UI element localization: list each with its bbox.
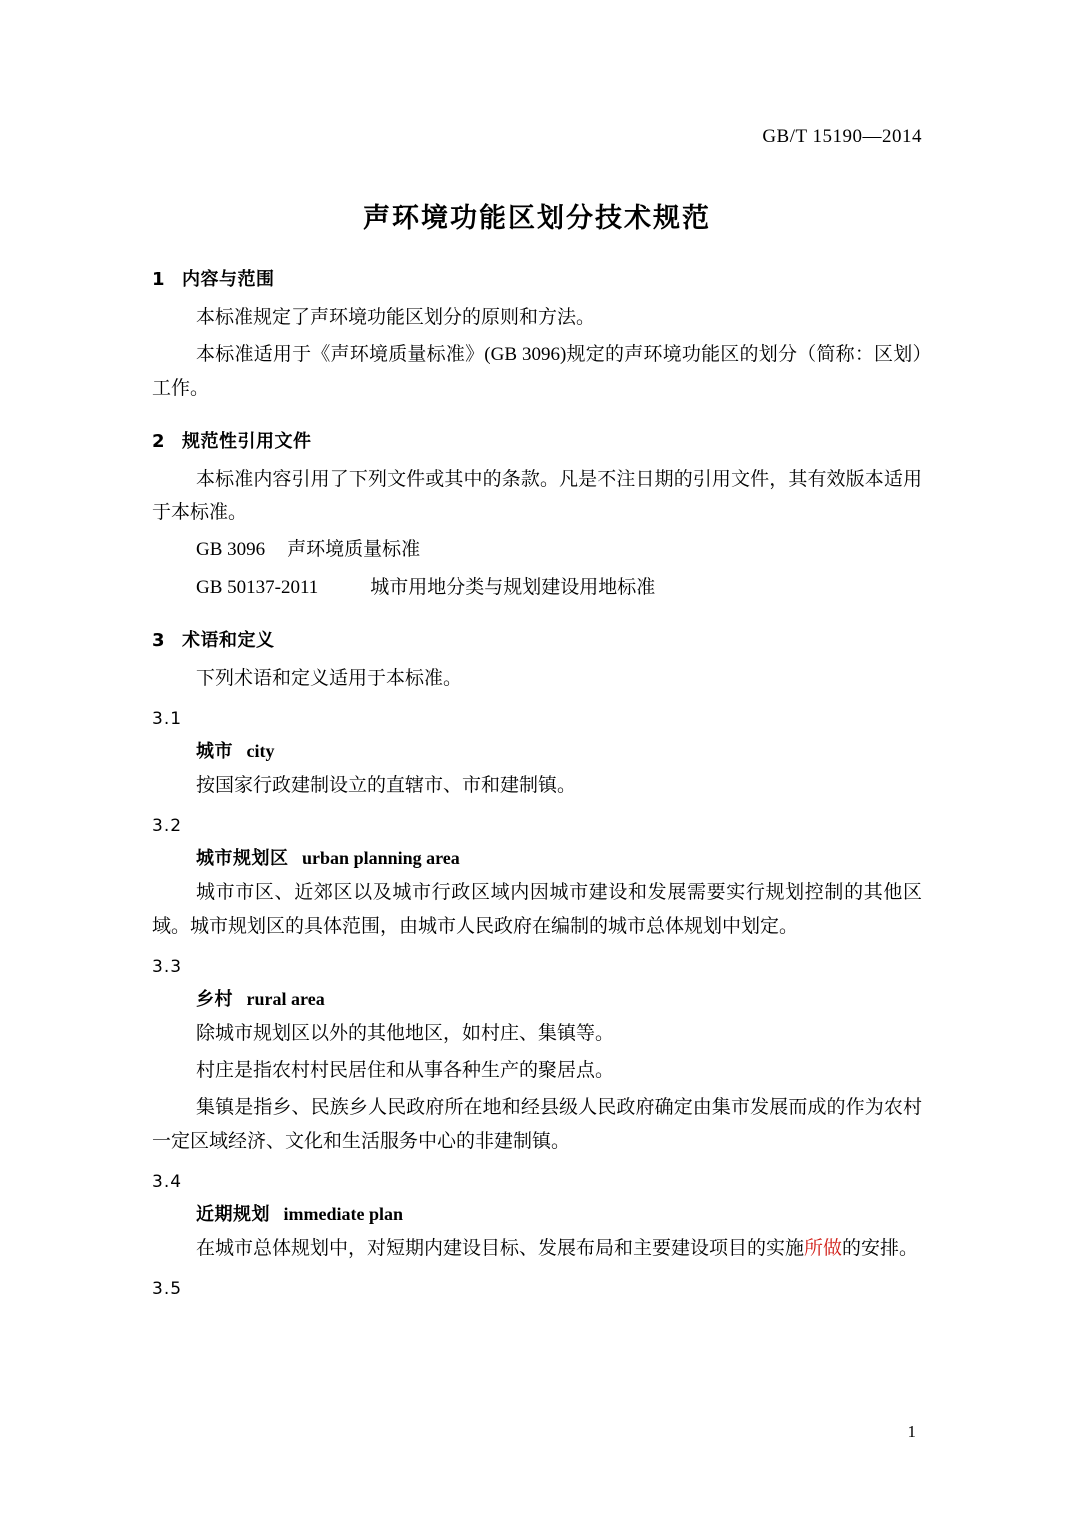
term-en-3-4: immediate plan	[283, 1203, 404, 1224]
term-3-3-paragraph-1: 除城市规划区以外的其他地区，如村庄、集镇等。	[196, 1022, 615, 1044]
section-number-2: 2	[152, 430, 166, 452]
term-zh-3-4: 近期规划	[196, 1203, 270, 1225]
section-heading-2	[152, 427, 922, 453]
term-title-3-4	[152, 1200, 922, 1226]
reference-name-1: 声环境质量标准	[287, 539, 421, 561]
term-title-3-2	[152, 844, 922, 870]
page-number: 1	[907, 1422, 916, 1441]
section-heading-1	[152, 265, 922, 291]
term-title-3-1	[152, 737, 922, 763]
reference-name-2: 城市用地分类与规划建设用地标准	[370, 576, 656, 598]
page-header-standard-code: GB/T 15190—2014	[762, 126, 922, 147]
reference-code-1: GB 3096	[196, 539, 266, 561]
section-title-3: 术语和定义	[182, 629, 275, 651]
term-3-3-paragraph-2: 村庄是指农村村民居住和从事各种生产的聚居点。	[196, 1060, 615, 1081]
term-en-3-3: rural area	[246, 988, 325, 1009]
term-3-4-text-lead: 在城市总体规划中，对短期内建设目标、发展布局和主要建设项目的实施	[196, 1237, 805, 1259]
term-zh-3-3: 乡村	[196, 988, 233, 1010]
term-index-3-1: 3.1	[152, 709, 183, 729]
section-title-2: 规范性引用文件	[182, 430, 312, 452]
section-title-1: 内容与范围	[182, 269, 275, 290]
section-1-paragraph-2: 本标准适用于《声环境质量标准》(GB 3096)规定的声环境功能区的划分（简称：区划）工作。	[152, 344, 922, 399]
term-en-3-1: city	[246, 741, 275, 761]
section-number-3: 3	[152, 629, 166, 651]
term-title-3-3	[152, 985, 922, 1011]
section-3-paragraph-1: 下列术语和定义适用于本标准。	[196, 667, 463, 689]
section-2-paragraph-1: 本标准内容引用了下列文件或其中的条款。凡是不注日期的引用文件，其有效版本适用于本标准。	[152, 468, 922, 523]
term-3-4-highlighted-text: 所做	[804, 1237, 843, 1259]
term-index-3-3: 3.3	[152, 956, 183, 977]
reference-item-2	[152, 571, 922, 604]
reference-item-1	[152, 533, 922, 566]
term-index-3-4: 3.4	[152, 1171, 183, 1192]
term-3-4-paragraph-1	[152, 1232, 922, 1265]
term-3-1-paragraph-1: 按国家行政建制设立的直辖市、市和建制镇。	[196, 775, 577, 796]
term-zh-3-1: 城市	[196, 741, 233, 762]
reference-code-2: GB 50137-2011	[196, 576, 319, 598]
term-en-3-2: urban planning area	[302, 848, 460, 869]
section-number-1: 1	[152, 269, 166, 290]
term-index-3-2: 3.2	[152, 816, 183, 837]
term-3-2-paragraph-1: 城市市区、近郊区以及城市行政区域内因城市建设和发展需要实行规划控制的其他区域。城市规划区的具体范围，由城市人民政府在编制的城市总体规划中划定。	[152, 882, 922, 937]
section-1-paragraph-1: 本标准规定了声环境功能区划分的原则和方法。	[196, 307, 596, 328]
term-zh-3-2: 城市规划区	[196, 848, 289, 870]
term-index-3-5: 3.5	[152, 1279, 183, 1299]
document-body	[152, 196, 922, 1305]
term-3-3-paragraph-3: 集镇是指乡、民族乡人民政府所在地和经县级人民政府确定由集市发展而成的作为农村一定区域经济、文化和生活服务中心的非建制镇。	[152, 1097, 922, 1152]
section-heading-3	[152, 626, 922, 652]
page-title: 声环境功能区划分技术规范	[363, 203, 711, 234]
term-3-4-text-tail: 的安排。	[842, 1237, 919, 1259]
